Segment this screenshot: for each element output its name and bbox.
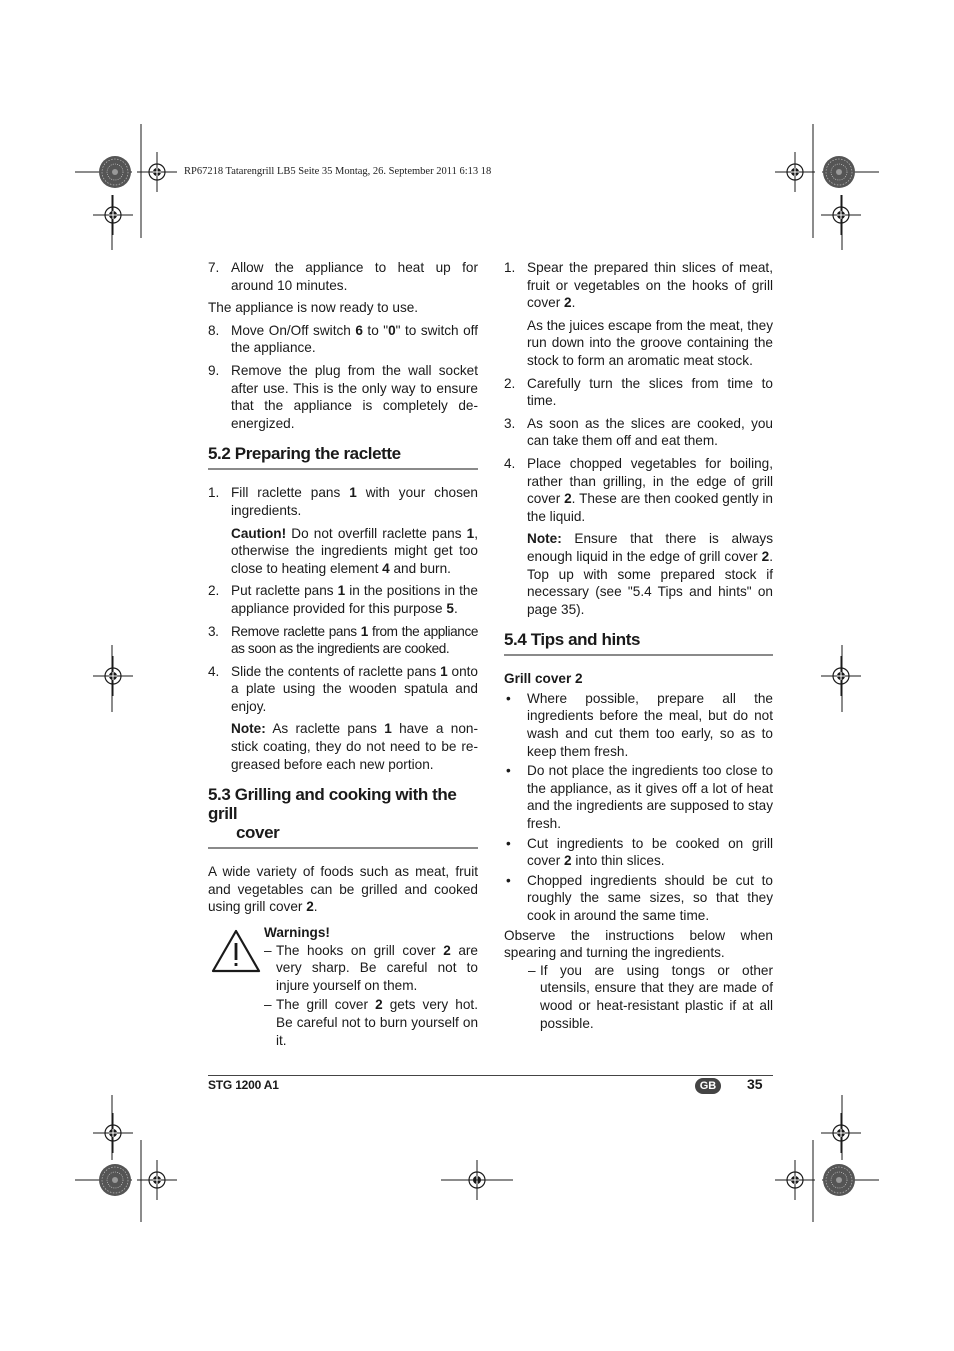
tip-bullet: • Chopped ingredients should be cut to roughly the same sizes, so that they cook in around the same time. — [506, 872, 773, 923]
raclette-step-4: 4. Slide the contents of raclette pans 1 onto a plate using the wooden spatula and enjoy. — [208, 663, 478, 714]
grill-intro: A wide variety of foods such as meat, fruit and vegetables can be grilled and cooked using grill cover 2. — [208, 864, 478, 915]
raclette-step-2: 2. Put raclette pans 1 in the positions in the appliance provided for this purpose 5. — [208, 583, 478, 616]
language-badge: GB — [695, 1078, 721, 1094]
model-number: STG 1200 A1 — [208, 1078, 279, 1092]
raclette-step-3: 3. Remove raclette pans 1 from the appliance as soon as the ingredients are cooked. — [208, 623, 479, 657]
print-header: RP67218 Tatarengrill LB5 Seite 35 Montag, 26. September 2011 6:13 18 — [184, 166, 492, 177]
step-8: 8. Move On/Off switch 6 to "0" to switch off the appliance. — [208, 322, 478, 356]
grill-step-3: 3. As soon as the slices are cooked, you can take them off and eat them. — [504, 415, 773, 449]
warning-item: – The hooks on grill cover 2 are very sharp. Be careful not to injure yourself on them. — [264, 942, 478, 993]
section-heading-5-4: 5.4 Tips and hints — [504, 630, 773, 656]
step-7: 7. Allow the appliance to heat up for around 10 minutes. — [208, 260, 478, 293]
caution-note: Caution! Do not overfill raclette pans 1, otherwise the ingredients might get too close to heating element 4 and burn. — [231, 525, 478, 576]
warning-item: – The grill cover 2 gets very hot. Be careful not to burn yourself on it. — [264, 997, 478, 1048]
ready-text: The appliance is now ready to use. — [208, 300, 419, 316]
tip-dash-item: – If you are using tongs or other utensils, ensure that they are made of wood or heat-resistant plastic if at all possible. — [528, 962, 773, 1031]
tip-bullet: • Do not place the ingredients too close to the appliance, as it gives off a lot of heat and the ingredients are supposed to stay fresh. — [506, 763, 773, 832]
warnings-title: Warnings! — [264, 925, 330, 941]
section-heading-5-3: 5.3 Grilling and cooking with the grill cover — [208, 785, 478, 849]
grill-cover-subheading: Grill cover 2 — [504, 671, 583, 687]
raclette-note: Note: As raclette pans 1 have a non-stick coating, they do not need to be re-greased before each new portion. — [231, 721, 478, 772]
page-number: 35 — [747, 1076, 763, 1092]
tip-bullet: • Where possible, prepare all the ingredients before the meal, but do not wash and cut them too early, so as to keep them fresh. — [506, 690, 773, 759]
step-9: 9. Remove the plug from the wall socket after use. This is the only way to ensure that the appliance is completely de-energized. — [208, 362, 478, 431]
observe-text: Observe the instructions below when spearing and turning the ingredients. — [504, 927, 773, 961]
tip-bullet: • Cut ingredients to be cooked on grill cover 2 into thin slices. — [506, 835, 773, 869]
section-heading-5-2: 5.2 Preparing the raclette — [208, 444, 478, 470]
raclette-step-1: 1. Fill raclette pans 1 with your chosen ingredients. — [208, 485, 478, 518]
grill-step-2: 2. Carefully turn the slices from time to time. — [504, 375, 773, 409]
grill-step-1-detail: As the juices escape from the meat, they run down into the groove containing the stock to form an aromatic meat stock. — [527, 317, 773, 368]
grill-note: Note: Ensure that there is always enough liquid in the edge of grill cover 2. Top up with some prepared stock if necessary (see "5.4 Tips and hints" on page 35). — [527, 531, 773, 617]
grill-step-1: 1. Spear the prepared thin slices of meat, fruit or vegetables on the hooks of grill cover 2. — [504, 260, 773, 311]
grill-step-4: 4. Place chopped vegetables for boiling, rather than grilling, in the edge of grill cover 2. These are then cooked gently in the liquid. — [504, 455, 773, 524]
